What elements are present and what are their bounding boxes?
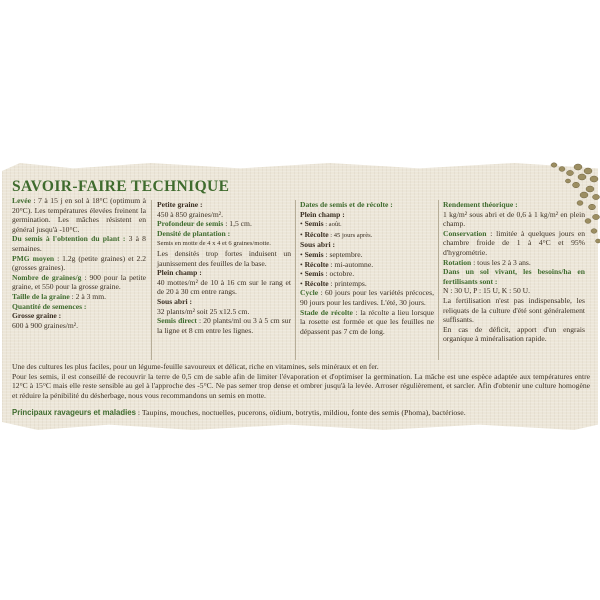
pests-label: Principaux ravageurs et maladies <box>12 408 136 417</box>
petite-graine-text: 450 à 850 graines/m². <box>157 209 223 219</box>
rotation-text: : tous les 2 à 3 ans. <box>471 257 531 267</box>
densite-motte-text: Semis en motte de 4 x 4 et 6 graines/motte. <box>157 240 271 248</box>
list-item: • Semis : octobre. <box>300 269 355 279</box>
plein-champ-label: Plein champ : <box>300 209 345 219</box>
deficit-text: En cas de déficit, apport d'un engrais organique à minéralisation rapide. <box>443 324 585 344</box>
taille-text: : 2 à 3 mm. <box>69 291 107 301</box>
densite-text: Les densités trop fortes induisent un jaunissement des feuilles de la base. <box>157 248 291 268</box>
densite-label: Densité de plantation : <box>157 228 231 238</box>
profondeur-label: Profondeur de semis <box>157 219 224 229</box>
levee-label: Levée <box>12 196 31 205</box>
page-title: SAVOIR-FAIRE TECHNIQUE <box>12 178 230 195</box>
sous-abri-label: Sous abri : <box>300 240 336 250</box>
levee-text: : 7 à 15 j en sol à 18°C (optimum à 20°C). Les températures élevées freinent la germination. Les mâches résistent en général jusqu'à -10°C. <box>12 196 146 234</box>
rendement-text: 1 kg/m² sous abri et de 0,6 à 1 kg/m² en plein champ. <box>443 209 585 229</box>
taille-label: Taille de la graine <box>12 291 70 301</box>
stade-label: Stade de récolte <box>300 307 353 317</box>
rotation-label: Rotation <box>443 257 472 267</box>
grosse-graine-label: Grosse graine : <box>12 311 62 321</box>
conservation-label: Conservation <box>443 228 487 238</box>
semis-direct-label: Semis direct <box>157 316 197 326</box>
pmg-text: : 1.2g (petite graines) et 2.2 (grosses graines). <box>12 253 147 273</box>
dates-label: Dates de semis et de récolte : <box>300 200 393 209</box>
pests-line <box>12 408 592 418</box>
list-item: • Récolte : 45 jours après. <box>300 229 373 239</box>
intro-paragraph: Une des cultures les plus faciles, pour un légume-feuille savoureux et délicat, riche en vitamines, sels minéraux et en fer. <box>12 362 379 371</box>
nb-graines-text: : 900 pour la petite graine, et 550 pour la grosse graine. <box>12 272 146 292</box>
rendement-label: Rendement théorique : <box>443 200 518 209</box>
column-germination <box>12 196 146 330</box>
petite-graine-label: Petite graine : <box>157 200 203 209</box>
sol-vivant-label: Dans un sol vivant, les besoins/ha en fertilisants sont : <box>443 267 585 286</box>
nb-graines-label: Nombre de graines/g <box>12 272 82 282</box>
stade-text: : la récolte a lieu lorsque la rosette est formée et que les feuilles ne dépassent pas 7 cm de long. <box>300 307 435 336</box>
cycle-text: : 60 jours pour les variétés précoces, 90 jours pour les tardives. L'été, 30 jours. <box>300 288 434 307</box>
advice-paragraph: Pour les semis, il est conseillé de recouvrir la terre de 0,5 cm de sable afin de limiter l'évaporation et d'optimiser la germination. La mâche est une espèce adaptée aux températures entre 12°C à 15°C mais elle reste sensible au gel à l'approche des -5°C. Ne pas semer trop dense et ombrer jusqu'à la levée. Arroser régulièrement, et sarcler. Afin d'obtenir une culture homogène et réduire la pénibilité du désherbage, nous vous recommandons un semis en motte. <box>12 372 590 400</box>
plein-champ-text: 40 mottes/m² de 10 à 16 cm sur le rang et de 20 à 30 cm entre rangs. <box>157 277 291 297</box>
column-divider <box>295 200 296 360</box>
grosse-graine-text: 600 à 900 graines/m². <box>12 320 78 330</box>
column-divider <box>438 200 439 360</box>
pmg-label: PMG moyen <box>12 253 55 263</box>
list-item: • Récolte : printemps. <box>300 278 367 288</box>
fertilisation-text: La fertilisation n'est pas indispensable, les reliquats de la culture d'été sont généralement suffisants. <box>443 295 585 325</box>
column-divider <box>151 200 152 360</box>
semis-plant-label: Du semis à l'obtention du plant : <box>12 234 126 244</box>
plein-champ-label: Plein champ : <box>157 268 202 278</box>
sous-abri-text: 32 plants/m² soit 25 x12.5 cm. <box>157 306 250 316</box>
cycle-label: Cycle <box>300 288 319 298</box>
list-item: • Semis : août. <box>300 219 342 229</box>
conservation-text: : limitée à quelques jours en chambre froide de 1 à 4°C et 95% d'hygrométrie. <box>443 228 585 257</box>
sous-abri-label: Sous abri : <box>157 296 193 306</box>
semis-plant-text: 3 à 8 semaines. <box>12 234 146 253</box>
semis-direct-text: : 20 plants/ml ou 3 à 5 cm sur la ligne et 8 cm entre les lignes. <box>157 316 291 335</box>
column-dates <box>300 200 434 336</box>
quantite-label: Quantité de semences : <box>12 301 87 311</box>
list-item: • Récolte : mi-automne. <box>300 259 374 269</box>
list-item: • Semis : septembre. <box>300 249 363 259</box>
pests-text: : Taupins, mouches, noctuelles, pucerons, oïdium, botrytis, mildiou, fonte des semis (Phoma), bactériose. <box>135 408 466 417</box>
profondeur-text: : 1,5 cm. <box>223 219 252 229</box>
column-plantation <box>157 200 291 335</box>
npk-text: N : 30 U, P : 15 U, K : 50 U. <box>443 286 531 296</box>
column-rendement <box>443 200 585 344</box>
